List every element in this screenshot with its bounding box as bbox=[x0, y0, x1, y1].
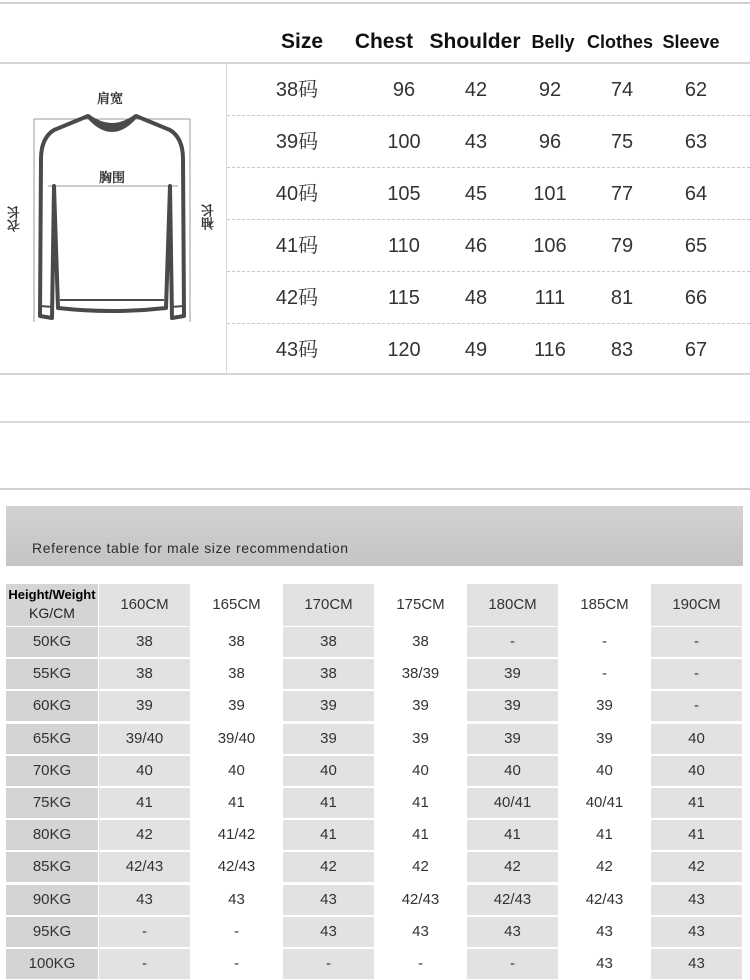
size-value-cell: 42 bbox=[596, 858, 613, 876]
size-value-cell: 42/43 bbox=[585, 890, 624, 908]
belly-cell: 92 bbox=[538, 79, 562, 101]
size-value-cell: 43 bbox=[283, 885, 374, 915]
clothes-cell: 77 bbox=[610, 183, 634, 205]
recommendation-header-row bbox=[6, 584, 743, 626]
chest-label: 胸围 bbox=[99, 170, 126, 185]
size-value-cell: 39 bbox=[412, 697, 429, 715]
garment-diagram bbox=[0, 64, 226, 373]
size-value-cell: 43 bbox=[651, 949, 742, 979]
size-value-cell: 40 bbox=[283, 756, 374, 786]
sleeve-cell: 64 bbox=[684, 183, 708, 205]
clothes-cell: 74 bbox=[610, 79, 634, 101]
table-row bbox=[6, 723, 743, 755]
size-value-cell: 38 bbox=[283, 659, 374, 689]
table-row bbox=[227, 168, 750, 220]
sleeve-length-label: 袖长 bbox=[201, 204, 216, 230]
size-cell: 39码 bbox=[275, 131, 319, 153]
recommendation-title: Reference table for male size recommendation bbox=[32, 540, 349, 556]
size-value-cell: 38 bbox=[228, 665, 245, 683]
top-border bbox=[0, 2, 750, 4]
size-value-cell: 39 bbox=[596, 729, 613, 747]
belly-cell: 96 bbox=[538, 131, 562, 153]
weight-label: 50KG bbox=[6, 627, 98, 657]
size-value-cell: 40 bbox=[228, 761, 245, 779]
header-belly: Belly bbox=[531, 32, 575, 52]
weight-label: 80KG bbox=[6, 820, 98, 850]
table-row bbox=[6, 690, 743, 722]
sleeve-cell: 67 bbox=[684, 339, 708, 361]
corner-label-height-weight: Height/Weight bbox=[8, 587, 96, 602]
size-value-cell: - bbox=[234, 954, 239, 972]
weight-label: 85KG bbox=[6, 852, 98, 882]
size-value-cell: 42 bbox=[412, 858, 429, 876]
table-row bbox=[6, 626, 743, 658]
size-value-cell: 42/43 bbox=[99, 852, 190, 882]
size-value-cell: 40 bbox=[651, 756, 742, 786]
table-row bbox=[6, 948, 743, 980]
size-value-cell: 41/42 bbox=[217, 826, 256, 844]
size-value-cell: 40 bbox=[99, 756, 190, 786]
weight-label: 100KG bbox=[6, 949, 98, 979]
size-chart-body bbox=[227, 64, 750, 376]
height-header: 160CM bbox=[99, 584, 190, 626]
size-value-cell: 43 bbox=[228, 890, 245, 908]
shoulder-cell: 45 bbox=[464, 183, 488, 205]
size-value-cell: 43 bbox=[596, 922, 613, 940]
size-value-cell: 41 bbox=[412, 793, 429, 811]
size-value-cell: - bbox=[99, 949, 190, 979]
weight-label: 55KG bbox=[6, 659, 98, 689]
chest-cell: 115 bbox=[388, 287, 420, 309]
sleeve-cell: 66 bbox=[684, 287, 708, 309]
size-value-cell: 42 bbox=[283, 852, 374, 882]
divider bbox=[0, 421, 750, 423]
table-row bbox=[6, 819, 743, 851]
size-value-cell: 39 bbox=[99, 691, 190, 721]
shoulder-width-label: 肩宽 bbox=[97, 91, 124, 106]
shoulder-cell: 42 bbox=[464, 79, 488, 101]
size-cell: 38码 bbox=[275, 79, 319, 101]
size-value-cell: 41 bbox=[651, 788, 742, 818]
size-value-cell: - bbox=[467, 949, 558, 979]
size-value-cell: 39 bbox=[467, 724, 558, 754]
size-value-cell: 38 bbox=[99, 627, 190, 657]
chest-cell: 100 bbox=[387, 131, 421, 153]
size-value-cell: 39/40 bbox=[217, 729, 256, 747]
table-row bbox=[6, 916, 743, 948]
size-cell: 41码 bbox=[275, 235, 319, 257]
recommendation-table bbox=[6, 584, 743, 980]
header-shoulder: Shoulder bbox=[429, 30, 521, 53]
size-value-cell: 42 bbox=[467, 852, 558, 882]
size-value-cell: - bbox=[418, 954, 423, 972]
height-header: 175CM bbox=[396, 596, 445, 613]
size-value-cell: 38/39 bbox=[401, 665, 440, 683]
recommendation-banner bbox=[6, 506, 743, 566]
size-value-cell: - bbox=[602, 633, 607, 650]
size-value-cell: 39/40 bbox=[99, 724, 190, 754]
size-cell: 43码 bbox=[275, 339, 319, 361]
height-header: 180CM bbox=[467, 584, 558, 626]
size-value-cell: 42/43 bbox=[217, 858, 256, 876]
size-value-cell: 43 bbox=[651, 917, 742, 947]
size-value-cell: 41 bbox=[99, 788, 190, 818]
height-header: 190CM bbox=[651, 584, 742, 626]
corner-label-unit: KG/CM bbox=[29, 605, 75, 621]
clothes-cell: 81 bbox=[610, 287, 634, 309]
size-value-cell: 42 bbox=[99, 820, 190, 850]
size-value-cell: 40 bbox=[596, 761, 613, 779]
size-cell: 40码 bbox=[275, 183, 319, 205]
size-value-cell: 38 bbox=[228, 633, 245, 650]
shoulder-cell: 49 bbox=[464, 339, 488, 361]
table-row bbox=[6, 787, 743, 819]
size-value-cell: 42/43 bbox=[467, 885, 558, 915]
size-value-cell: 38 bbox=[412, 633, 429, 650]
table-row bbox=[6, 884, 743, 916]
size-value-cell: 40 bbox=[467, 756, 558, 786]
size-chart-header bbox=[0, 22, 750, 62]
size-value-cell: - bbox=[602, 665, 607, 683]
size-value-cell: 43 bbox=[99, 885, 190, 915]
table-row bbox=[227, 324, 750, 376]
size-value-cell: - bbox=[651, 627, 742, 657]
clothes-cell: 75 bbox=[610, 131, 634, 153]
shoulder-cell: 48 bbox=[464, 287, 488, 309]
size-value-cell: 43 bbox=[651, 885, 742, 915]
chest-cell: 96 bbox=[392, 79, 416, 101]
sleeve-cell: 65 bbox=[684, 235, 708, 257]
weight-label: 70KG bbox=[6, 756, 98, 786]
size-value-cell: 41 bbox=[283, 788, 374, 818]
table-row bbox=[227, 220, 750, 272]
size-value-cell: 39 bbox=[596, 697, 613, 715]
size-value-cell: - bbox=[99, 917, 190, 947]
sleeve-cell: 62 bbox=[684, 79, 708, 101]
size-value-cell: 41 bbox=[467, 820, 558, 850]
size-value-cell: 39 bbox=[412, 729, 429, 747]
size-value-cell: - bbox=[651, 659, 742, 689]
chest-cell: 120 bbox=[387, 339, 421, 361]
height-header: 185CM bbox=[580, 596, 629, 613]
chest-cell: 110 bbox=[388, 235, 420, 257]
weight-label: 90KG bbox=[6, 885, 98, 915]
clothes-cell: 83 bbox=[610, 339, 634, 361]
size-value-cell: - bbox=[283, 949, 374, 979]
size-value-cell: 41 bbox=[228, 793, 245, 811]
shoulder-cell: 43 bbox=[464, 131, 488, 153]
size-value-cell: 39 bbox=[283, 691, 374, 721]
weight-label: 65KG bbox=[6, 724, 98, 754]
size-value-cell: 38 bbox=[99, 659, 190, 689]
size-value-cell: - bbox=[234, 922, 239, 940]
size-value-cell: 40/41 bbox=[467, 788, 558, 818]
size-value-cell: 39 bbox=[228, 697, 245, 715]
size-value-cell: 41 bbox=[596, 826, 613, 844]
size-value-cell: 40/41 bbox=[585, 793, 624, 811]
size-value-cell: 39 bbox=[467, 691, 558, 721]
size-value-cell: 41 bbox=[283, 820, 374, 850]
chest-cell: 105 bbox=[387, 183, 421, 205]
size-value-cell: 41 bbox=[651, 820, 742, 850]
header-sleeve: Sleeve bbox=[662, 32, 720, 52]
table-row bbox=[227, 64, 750, 116]
divider bbox=[0, 488, 750, 490]
size-value-cell: 38 bbox=[283, 627, 374, 657]
sweater-icon bbox=[0, 64, 226, 373]
sleeve-cell: 63 bbox=[684, 131, 708, 153]
belly-cell: 116 bbox=[534, 339, 566, 361]
size-value-cell: 43 bbox=[283, 917, 374, 947]
header-chest: Chest bbox=[354, 30, 414, 53]
height-header: 170CM bbox=[283, 584, 374, 626]
size-cell: 42码 bbox=[275, 287, 319, 309]
belly-cell: 111 bbox=[534, 287, 566, 309]
size-value-cell: 43 bbox=[467, 917, 558, 947]
table-row bbox=[227, 116, 750, 168]
size-value-cell: 43 bbox=[412, 922, 429, 940]
size-value-cell: 43 bbox=[596, 954, 613, 972]
clothes-cell: 79 bbox=[610, 235, 634, 257]
header-size: Size bbox=[280, 30, 324, 53]
size-value-cell: - bbox=[651, 691, 742, 721]
height-weight-corner bbox=[6, 584, 98, 626]
size-value-cell: - bbox=[467, 627, 558, 657]
table-row bbox=[6, 851, 743, 883]
size-value-cell: 39 bbox=[467, 659, 558, 689]
header-clothes: Clothes bbox=[586, 32, 653, 52]
size-value-cell: 42/43 bbox=[401, 890, 440, 908]
size-value-cell: 40 bbox=[412, 761, 429, 779]
size-value-cell: 39 bbox=[283, 724, 374, 754]
height-header: 165CM bbox=[212, 596, 261, 613]
table-row bbox=[6, 755, 743, 787]
belly-cell: 106 bbox=[533, 235, 567, 257]
size-value-cell: 40 bbox=[651, 724, 742, 754]
table-row bbox=[227, 272, 750, 324]
weight-label: 75KG bbox=[6, 788, 98, 818]
weight-label: 95KG bbox=[6, 917, 98, 947]
size-value-cell: 41 bbox=[412, 826, 429, 844]
size-value-cell: 42 bbox=[651, 852, 742, 882]
size-chart-bottom-divider bbox=[0, 373, 750, 375]
shoulder-cell: 46 bbox=[464, 235, 488, 257]
table-row bbox=[6, 658, 743, 690]
belly-cell: 101 bbox=[533, 183, 567, 205]
weight-label: 60KG bbox=[6, 691, 98, 721]
length-label: 衣长 bbox=[7, 206, 22, 232]
